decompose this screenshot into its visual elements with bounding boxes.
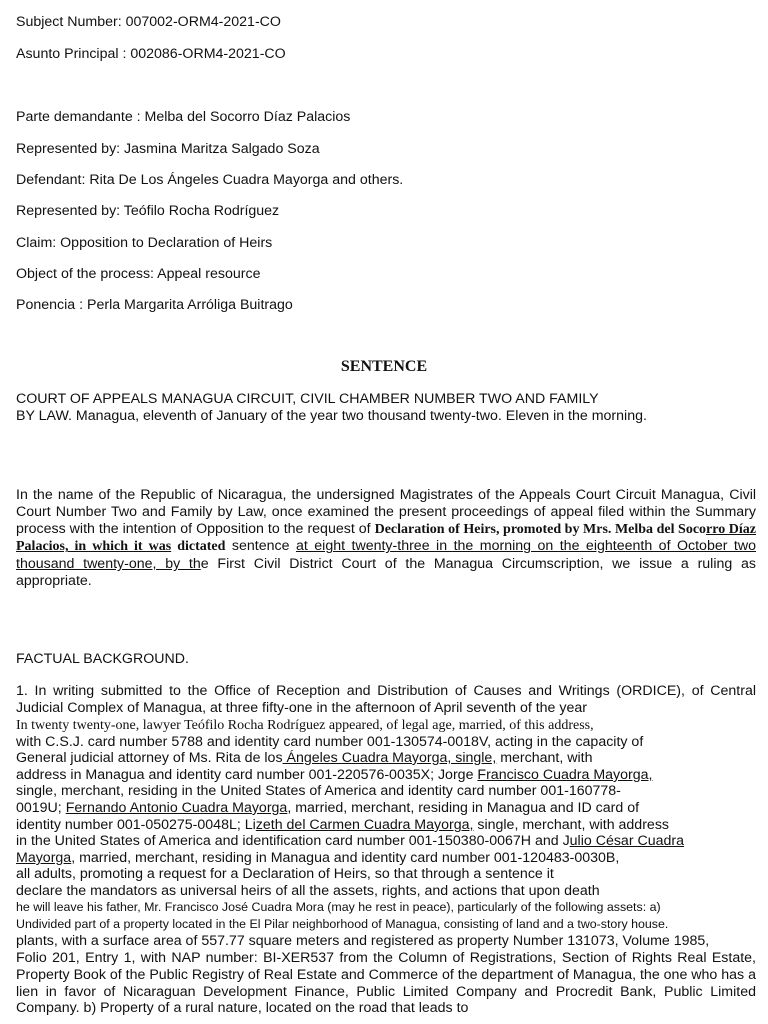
plaintiff-representative: Represented by: Jasmina Maritza Salgado Soza bbox=[16, 141, 320, 157]
factual-p1-c bbox=[16, 750, 592, 767]
factual-p1-h-text: in the United States of America and identification card number 001-150380-0067H and J bbox=[16, 833, 570, 849]
intro-sentence: sentence bbox=[231, 538, 296, 555]
asunto-principal: Asunto Principal : 002086-ORM4-2021-CO bbox=[16, 46, 286, 62]
intro-bold-1: Declaration of Heirs, promoted by Mrs. Melba del Soco bbox=[374, 521, 707, 537]
factual-p1-b: with C.S.J. card number 5788 and identity card number 001-130574-0018V, acting in the capacity of bbox=[16, 734, 644, 750]
factual-p1-c-end: merchant, with bbox=[496, 750, 593, 766]
subject-number: Subject Number: 007002-ORM4-2021-CO bbox=[16, 14, 281, 30]
factual-p1-f bbox=[16, 800, 639, 817]
factual-p1-g bbox=[16, 817, 669, 834]
factual-p1-e: single, merchant, residing in the United States of America and identity card number 001-160778- bbox=[16, 783, 621, 799]
factual-p1-a: 1. In writing submitted to the Office of Reception and Distribution of Causes and Writings (ORDICE), of Central Judicial Complex of Managua, at three fifty-one in the afternoon of April seventh of the year bbox=[16, 683, 756, 716]
defendant-representative: Represented by: Teófilo Rocha Rodríguez bbox=[16, 203, 280, 219]
factual-p1-g-end: single, merchant, with address bbox=[473, 817, 670, 833]
claim: Claim: Opposition to Declaration of Heirs bbox=[16, 235, 273, 251]
factual-p1-k: declare the mandators as universal heirs of all the assets, rights, and actions that upon death bbox=[16, 883, 600, 899]
factual-p1-j: all adults, promoting a request for a Declaration of Heirs, so that through a sentence it bbox=[16, 866, 554, 882]
factual-p1-i-underlined: Mayorga bbox=[16, 850, 72, 866]
factual-p1-n: plants, with a surface area of 557.77 square meters and registered as property Number 131073, Volume 1985, bbox=[16, 933, 710, 949]
defendant: Defendant: Rita De Los Ángeles Cuadra Mayorga and others. bbox=[16, 172, 404, 188]
intro-end: e First Civil District Court of the Managua Circumscription, we issue a ruling as appropriate. bbox=[16, 556, 756, 589]
process-object: Object of the process: Appeal resource bbox=[16, 266, 261, 282]
factual-p1-d bbox=[16, 767, 652, 784]
factual-p1-l: he will leave his father, Mr. Francisco José Cuadra Mora (may he rest in peace), particularly of the following assets: a) bbox=[16, 900, 661, 914]
intro-underlined-date: at eight twenty-three in the morning on the eighteenth of October two thousand twenty-one, by th bbox=[16, 538, 756, 573]
factual-heading: FACTUAL BACKGROUND. bbox=[16, 651, 189, 667]
intro-bold-2: dictated bbox=[171, 539, 226, 555]
factual-p1-f-text: 0019U; bbox=[16, 800, 66, 816]
factual-p1-o: Folio 201, Entry 1, with NAP number: BI-XER537 from the Column of Registrations, Section of Rights Real Estate, Property Book of the Public Registry of Real Estate and Commerce of the department of Managua, the one who has a lien in favor of Nicaraguan Development Finance, Public Limited Company and Procredit Bank, Public Limited Company. b) Property of a rural nature, located on the road that leads to bbox=[16, 950, 756, 1017]
court-line-1: COURT OF APPEALS MANAGUA CIRCUIT, CIVIL CHAMBER NUMBER TWO AND FAMILY bbox=[16, 391, 599, 407]
factual-p1-f-underlined: Fernando Antonio Cuadra Mayorga bbox=[65, 800, 288, 816]
intro-bold-underlined: rro Díaz Palacios, in which it was bbox=[16, 521, 756, 555]
factual-p1-c-text: General judicial attorney of Ms. Rita de los bbox=[16, 750, 283, 766]
factual-p1-d-underlined: Francisco Cuadra Mayorga, bbox=[477, 767, 653, 783]
factual-p1-i bbox=[16, 850, 619, 867]
intro-paragraph bbox=[16, 487, 756, 590]
factual-p1-m: Undivided part of a property located in the El Pilar neighborhood of Managua, consisting of land and a two-story house. bbox=[16, 917, 669, 931]
factual-p1-h-underlined: ulio César Cuadra bbox=[569, 833, 685, 849]
factual-p1-h bbox=[16, 833, 684, 850]
factual-p1-c-underlined: Ángeles Cuadra Mayorga, single, bbox=[282, 750, 497, 766]
intro-text: In the name of the Republic of Nicaragua, the undersigned Magistrates of the Appeals Court Circuit Managua, Civil Court Number Two and Family by Law, once examined the present proceedings of appeal filed within the Summary process with the intention of Opposition to the request of bbox=[16, 487, 756, 537]
factual-p1-g-underlined: zeth del Carmen Cuadra Mayorga, bbox=[255, 817, 474, 833]
factual-p1-f-end: , married, merchant, residing in Managua and ID card of bbox=[287, 800, 640, 816]
plaintiff: Parte demandante : Melba del Socorro Díaz Palacios bbox=[16, 109, 351, 125]
factual-p1-g-text: identity number 001-050275-0048L; Li bbox=[16, 817, 256, 833]
sentence-title: SENTENCE bbox=[340, 358, 428, 375]
factual-p1-d-text: address in Managua and identity card number 001-220576-0035X; Jorge bbox=[16, 767, 478, 783]
court-line-2: BY LAW. Managua, eleventh of January of the year two thousand twenty-two. Eleven in the morning. bbox=[16, 408, 647, 424]
factual-p1-i-text: , married, merchant, residing in Managua and identity card number 001-120483-0030B, bbox=[71, 850, 620, 866]
ponencia: Ponencia : Perla Margarita Arróliga Buitrago bbox=[16, 297, 293, 313]
factual-p1-serif: In twenty twenty-one, lawyer Teófilo Rocha Rodríguez appeared, of legal age, married, of this address, bbox=[16, 718, 594, 733]
